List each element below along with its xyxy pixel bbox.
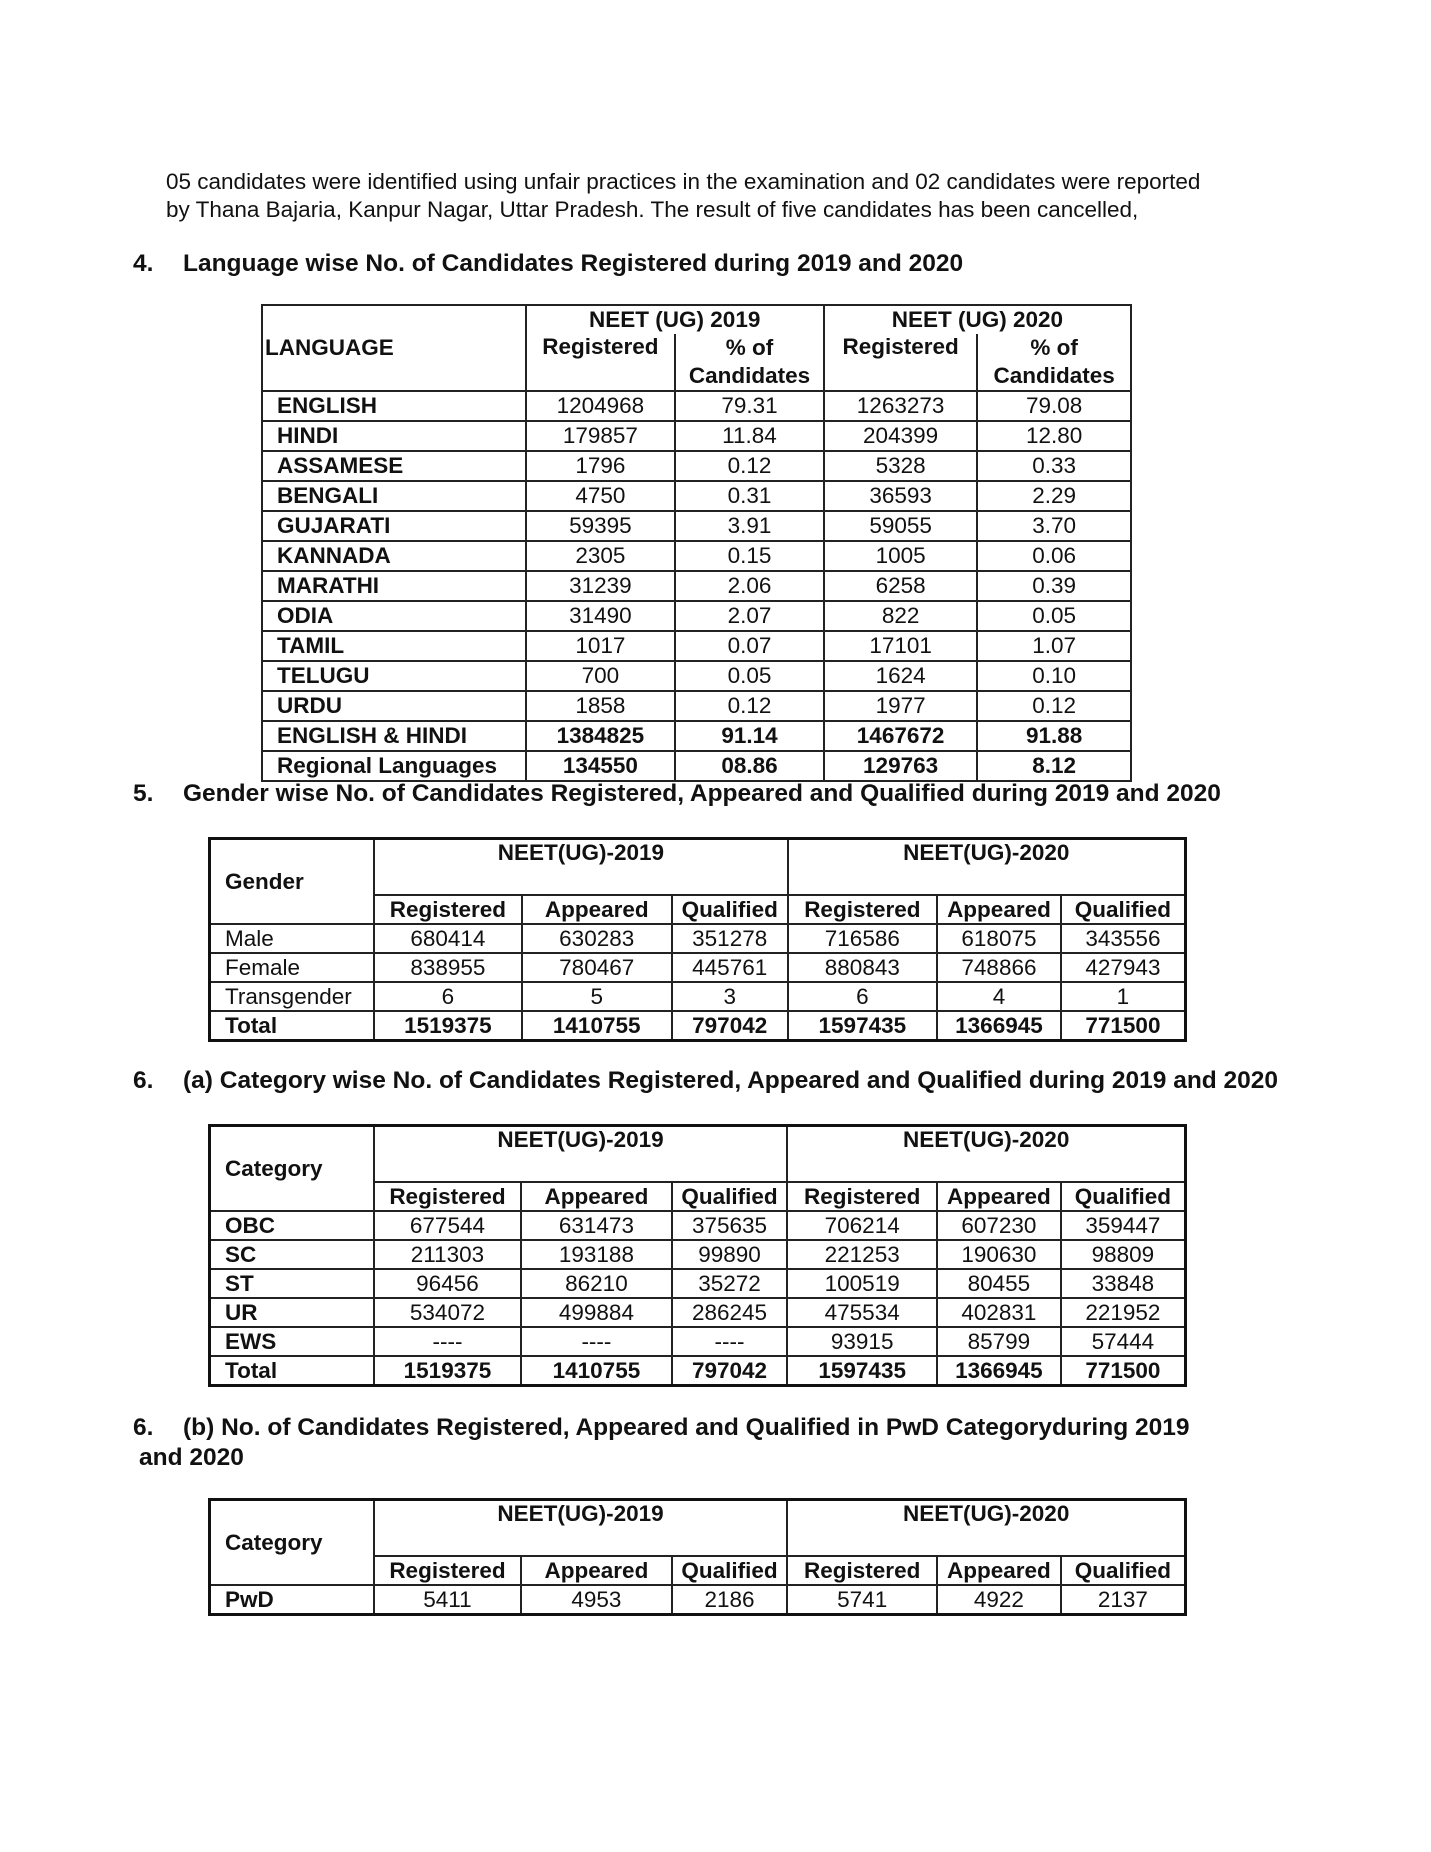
pct-2020-cell: 0.39 <box>977 571 1131 601</box>
registered-2019-header: Registered <box>374 895 522 924</box>
year-2019-header: NEET (UG) 2019 <box>526 305 824 334</box>
appeared-2020-cell: 190630 <box>937 1240 1061 1269</box>
registered-2020-cell: 706214 <box>787 1211 937 1240</box>
language-name-cell: Regional Languages <box>262 751 526 781</box>
appeared-2020-cell: 1366945 <box>937 1356 1061 1386</box>
qualified-2020-cell: 427943 <box>1061 953 1186 982</box>
registered-2020-cell: 6 <box>788 982 937 1011</box>
qualified-2020-cell: 771500 <box>1061 1011 1186 1041</box>
pct-2020-cell: 0.05 <box>977 601 1131 631</box>
pct-2020-cell: 3.70 <box>977 511 1131 541</box>
language-name-cell: ENGLISH <box>262 391 526 421</box>
table-row <box>210 1240 1186 1269</box>
registered-2019-cell: 134550 <box>526 751 676 781</box>
appeared-2019-cell: 1410755 <box>521 1356 671 1386</box>
appeared-2020-cell: 402831 <box>937 1298 1061 1327</box>
registered-2019-cell: 1017 <box>526 631 676 661</box>
appeared-2019-cell: 86210 <box>521 1269 671 1298</box>
pct-2020-cell: 1.07 <box>977 631 1131 661</box>
pct-2019-header-line1: % of <box>675 334 824 362</box>
row-label-cell: Female <box>210 953 375 982</box>
pct-2019-cell: 91.14 <box>675 721 824 751</box>
pct-2020-cell: 2.29 <box>977 481 1131 511</box>
registered-2019-cell: 96456 <box>374 1269 522 1298</box>
registered-2020-header: Registered <box>824 334 978 391</box>
registered-2019-header: Registered <box>526 334 676 391</box>
category-header-row-1 <box>210 1126 1186 1183</box>
registered-2019-cell: 1796 <box>526 451 676 481</box>
row-label-cell: ST <box>210 1269 374 1298</box>
registered-2019-cell: 838955 <box>374 953 522 982</box>
table-row <box>262 601 1131 631</box>
qualified-2019-cell: 2186 <box>672 1585 788 1615</box>
language-name-cell: GUJARATI <box>262 511 526 541</box>
table-row <box>210 1585 1186 1615</box>
table-row <box>262 541 1131 571</box>
table-row <box>210 1211 1186 1240</box>
registered-2020-cell: 822 <box>824 601 978 631</box>
year-2020-header: NEET (UG) 2020 <box>824 305 1131 334</box>
qualified-2019-cell: 797042 <box>672 1011 788 1041</box>
pct-2019-cell: 0.31 <box>675 481 824 511</box>
registered-2019-cell: 1519375 <box>374 1011 522 1041</box>
registered-2020-header: Registered <box>787 1182 937 1211</box>
appeared-2020-cell: 80455 <box>937 1269 1061 1298</box>
section-title: Gender wise No. of Candidates Registered, Appeared and Qualified during 2019 and 2020 <box>183 780 1221 807</box>
qualified-2020-header: Qualified <box>1061 1556 1186 1585</box>
registered-2019-cell: 1858 <box>526 691 676 721</box>
language-name-cell: ODIA <box>262 601 526 631</box>
qualified-2020-cell: 2137 <box>1061 1585 1186 1615</box>
pct-2020-header-line1: % of <box>977 334 1131 362</box>
appeared-2020-cell: 748866 <box>937 953 1061 982</box>
section-number: 6. <box>133 1414 154 1441</box>
year-2019-header: NEET(UG)-2019 <box>374 1500 788 1557</box>
appeared-2019-cell: 1410755 <box>522 1011 672 1041</box>
pct-2019-cell: 2.06 <box>675 571 824 601</box>
total-row <box>210 1011 1186 1041</box>
table-row <box>210 1327 1186 1356</box>
qualified-2019-header: Qualified <box>672 1556 788 1585</box>
registered-2019-cell: 677544 <box>374 1211 522 1240</box>
intro-line-1: 05 candidates were identified using unfair practices in the examination and 02 candidates were reported <box>166 169 1201 194</box>
language-name-cell: TELUGU <box>262 661 526 691</box>
appeared-2020-cell: 4922 <box>937 1585 1061 1615</box>
table-row <box>262 451 1131 481</box>
category-table <box>208 1124 1187 1387</box>
appeared-2019-cell: 499884 <box>521 1298 671 1327</box>
qualified-2019-cell: ---- <box>672 1327 788 1356</box>
table-row <box>210 982 1186 1011</box>
qualified-2020-cell: 359447 <box>1061 1211 1186 1240</box>
registered-2020-cell: 129763 <box>824 751 978 781</box>
total-label-cell: Total <box>210 1356 374 1386</box>
registered-2020-cell: 59055 <box>824 511 978 541</box>
pct-2019-cell: 2.07 <box>675 601 824 631</box>
appeared-2020-cell: 607230 <box>937 1211 1061 1240</box>
qualified-2020-cell: 1 <box>1061 982 1186 1011</box>
gender-table <box>208 837 1187 1042</box>
summary-row <box>262 751 1131 781</box>
registered-2020-cell: 5328 <box>824 451 978 481</box>
registered-2019-cell: ---- <box>374 1327 522 1356</box>
pwd-header-row-1 <box>210 1500 1186 1557</box>
row-label-cell: PwD <box>210 1585 374 1615</box>
year-2020-header: NEET(UG)-2020 <box>787 1126 1185 1183</box>
section-title: (a) Category wise No. of Candidates Registered, Appeared and Qualified during 2019 and 2020 <box>183 1067 1279 1094</box>
language-column-header: LANGUAGE <box>262 305 526 391</box>
pct-2020-cell: 0.10 <box>977 661 1131 691</box>
total-label-cell: Total <box>210 1011 375 1041</box>
registered-2020-cell: 716586 <box>788 924 937 953</box>
registered-2020-cell: 1467672 <box>824 721 978 751</box>
language-name-cell: ENGLISH & HINDI <box>262 721 526 751</box>
registered-2019-cell: 6 <box>374 982 522 1011</box>
language-name-cell: TAMIL <box>262 631 526 661</box>
row-label-cell: EWS <box>210 1327 374 1356</box>
registered-2020-cell: 880843 <box>788 953 937 982</box>
appeared-2019-cell: 5 <box>522 982 672 1011</box>
summary-row <box>262 721 1131 751</box>
section-5-heading <box>133 779 1221 809</box>
registered-2020-cell: 17101 <box>824 631 978 661</box>
section-number: 4. <box>133 250 154 277</box>
intro-paragraph <box>166 168 1286 224</box>
registered-2020-cell: 204399 <box>824 421 978 451</box>
pct-2019-cell: 79.31 <box>675 391 824 421</box>
registered-2019-cell: 31239 <box>526 571 676 601</box>
registered-2020-cell: 475534 <box>787 1298 937 1327</box>
qualified-2020-cell: 771500 <box>1061 1356 1186 1386</box>
appeared-2020-header: Appeared <box>937 895 1061 924</box>
registered-2020-cell: 221253 <box>787 1240 937 1269</box>
appeared-2019-cell: ---- <box>521 1327 671 1356</box>
language-name-cell: ASSAMESE <box>262 451 526 481</box>
appeared-2020-cell: 618075 <box>937 924 1061 953</box>
pct-2020-cell: 0.06 <box>977 541 1131 571</box>
section-6b-heading <box>133 1413 1189 1473</box>
appeared-2019-cell: 780467 <box>522 953 672 982</box>
section-title: Language wise No. of Candidates Registered during 2019 and 2020 <box>183 250 964 277</box>
table-row <box>262 661 1131 691</box>
table-row <box>262 631 1131 661</box>
registered-2020-header: Registered <box>787 1556 937 1585</box>
language-table <box>261 304 1132 782</box>
registered-2019-cell: 1519375 <box>374 1356 522 1386</box>
pct-2019-header-line2: Candidates <box>675 362 824 391</box>
table-row <box>210 1298 1186 1327</box>
language-name-cell: KANNADA <box>262 541 526 571</box>
pct-2019-cell: 0.05 <box>675 661 824 691</box>
qualified-2019-cell: 99890 <box>672 1240 788 1269</box>
pct-2020-cell: 91.88 <box>977 721 1131 751</box>
registered-2020-cell: 36593 <box>824 481 978 511</box>
registered-2019-cell: 59395 <box>526 511 676 541</box>
qualified-2019-cell: 351278 <box>672 924 788 953</box>
category-column-header: Category <box>210 1500 374 1586</box>
pct-2020-cell: 0.33 <box>977 451 1131 481</box>
registered-2019-cell: 680414 <box>374 924 522 953</box>
registered-2019-cell: 2305 <box>526 541 676 571</box>
section-6a-heading <box>133 1066 1278 1096</box>
appeared-2020-header: Appeared <box>937 1556 1061 1585</box>
registered-2020-cell: 6258 <box>824 571 978 601</box>
qualified-2020-cell: 57444 <box>1061 1327 1186 1356</box>
registered-2019-cell: 211303 <box>374 1240 522 1269</box>
row-label-cell: Transgender <box>210 982 375 1011</box>
appeared-2020-header: Appeared <box>937 1182 1061 1211</box>
row-label-cell: SC <box>210 1240 374 1269</box>
registered-2019-cell: 4750 <box>526 481 676 511</box>
language-name-cell: BENGALI <box>262 481 526 511</box>
qualified-2019-cell: 35272 <box>672 1269 788 1298</box>
year-2020-header: NEET(UG)-2020 <box>787 1500 1185 1557</box>
language-name-cell: URDU <box>262 691 526 721</box>
pct-2019-cell: 0.07 <box>675 631 824 661</box>
section-title-line-2: and 2020 <box>139 1444 244 1471</box>
table-row <box>210 1269 1186 1298</box>
appeared-2019-cell: 4953 <box>521 1585 671 1615</box>
language-name-cell: MARATHI <box>262 571 526 601</box>
qualified-2019-cell: 286245 <box>672 1298 788 1327</box>
appeared-2020-cell: 4 <box>937 982 1061 1011</box>
pct-2020-cell: 8.12 <box>977 751 1131 781</box>
appeared-2019-header: Appeared <box>521 1182 671 1211</box>
qualified-2020-cell: 33848 <box>1061 1269 1186 1298</box>
registered-2020-cell: 1597435 <box>787 1356 937 1386</box>
total-row <box>210 1356 1186 1386</box>
category-column-header: Category <box>210 1126 374 1212</box>
qualified-2019-cell: 445761 <box>672 953 788 982</box>
appeared-2019-header: Appeared <box>521 1556 671 1585</box>
table-row <box>210 953 1186 982</box>
registered-2019-header: Registered <box>374 1182 522 1211</box>
section-title-line-1: (b) No. of Candidates Registered, Appeared and Qualified in PwD Categoryduring 2019 <box>183 1414 1190 1441</box>
qualified-2019-cell: 375635 <box>672 1211 788 1240</box>
language-name-cell: HINDI <box>262 421 526 451</box>
pct-2020-header-line2: Candidates <box>977 362 1131 391</box>
registered-2019-cell: 1204968 <box>526 391 676 421</box>
registered-2020-cell: 100519 <box>787 1269 937 1298</box>
section-number: 6. <box>133 1067 154 1094</box>
table-row <box>262 481 1131 511</box>
registered-2020-cell: 1263273 <box>824 391 978 421</box>
language-header-row-1 <box>262 305 1131 334</box>
qualified-2020-cell: 343556 <box>1061 924 1186 953</box>
registered-2020-cell: 1977 <box>824 691 978 721</box>
section-number: 5. <box>133 780 154 807</box>
appeared-2019-cell: 631473 <box>521 1211 671 1240</box>
appeared-2019-header: Appeared <box>522 895 672 924</box>
row-label-cell: OBC <box>210 1211 374 1240</box>
pct-2019-cell: 11.84 <box>675 421 824 451</box>
registered-2019-cell: 700 <box>526 661 676 691</box>
qualified-2019-cell: 797042 <box>672 1356 788 1386</box>
qualified-2019-header: Qualified <box>672 895 788 924</box>
pct-2019-cell: 3.91 <box>675 511 824 541</box>
pct-2019-cell: 08.86 <box>675 751 824 781</box>
row-label-cell: UR <box>210 1298 374 1327</box>
pct-2020-cell: 0.12 <box>977 691 1131 721</box>
registered-2019-cell: 1384825 <box>526 721 676 751</box>
appeared-2019-cell: 193188 <box>521 1240 671 1269</box>
gender-column-header: Gender <box>210 839 375 925</box>
pct-2019-cell: 0.15 <box>675 541 824 571</box>
pct-2019-cell: 0.12 <box>675 691 824 721</box>
qualified-2019-header: Qualified <box>672 1182 788 1211</box>
section-4-heading <box>133 249 963 279</box>
registered-2019-cell: 534072 <box>374 1298 522 1327</box>
registered-2020-cell: 1597435 <box>788 1011 937 1041</box>
year-2019-header: NEET(UG)-2019 <box>374 1126 788 1183</box>
qualified-2020-header: Qualified <box>1061 1182 1186 1211</box>
pct-2020-cell: 12.80 <box>977 421 1131 451</box>
year-2019-header: NEET(UG)-2019 <box>374 839 787 896</box>
registered-2020-cell: 1624 <box>824 661 978 691</box>
qualified-2020-cell: 221952 <box>1061 1298 1186 1327</box>
row-label-cell: Male <box>210 924 375 953</box>
table-row <box>262 421 1131 451</box>
appeared-2020-cell: 1366945 <box>937 1011 1061 1041</box>
registered-2020-cell: 93915 <box>787 1327 937 1356</box>
table-row <box>262 571 1131 601</box>
pct-2020-cell: 79.08 <box>977 391 1131 421</box>
year-2020-header: NEET(UG)-2020 <box>788 839 1186 896</box>
qualified-2020-cell: 98809 <box>1061 1240 1186 1269</box>
gender-header-row-1 <box>210 839 1186 896</box>
registered-2020-cell: 1005 <box>824 541 978 571</box>
pct-2019-cell: 0.12 <box>675 451 824 481</box>
registered-2020-cell: 5741 <box>787 1585 937 1615</box>
table-row <box>210 924 1186 953</box>
intro-line-2: by Thana Bajaria, Kanpur Nagar, Uttar Pradesh. The result of five candidates has been cancelled, <box>166 197 1139 222</box>
appeared-2019-cell: 630283 <box>522 924 672 953</box>
qualified-2019-cell: 3 <box>672 982 788 1011</box>
qualified-2020-header: Qualified <box>1061 895 1186 924</box>
pwd-table <box>208 1498 1187 1616</box>
table-row <box>262 691 1131 721</box>
registered-2020-header: Registered <box>788 895 937 924</box>
table-row <box>262 391 1131 421</box>
appeared-2020-cell: 85799 <box>937 1327 1061 1356</box>
registered-2019-cell: 179857 <box>526 421 676 451</box>
registered-2019-header: Registered <box>374 1556 522 1585</box>
registered-2019-cell: 31490 <box>526 601 676 631</box>
registered-2019-cell: 5411 <box>374 1585 522 1615</box>
table-row <box>262 511 1131 541</box>
